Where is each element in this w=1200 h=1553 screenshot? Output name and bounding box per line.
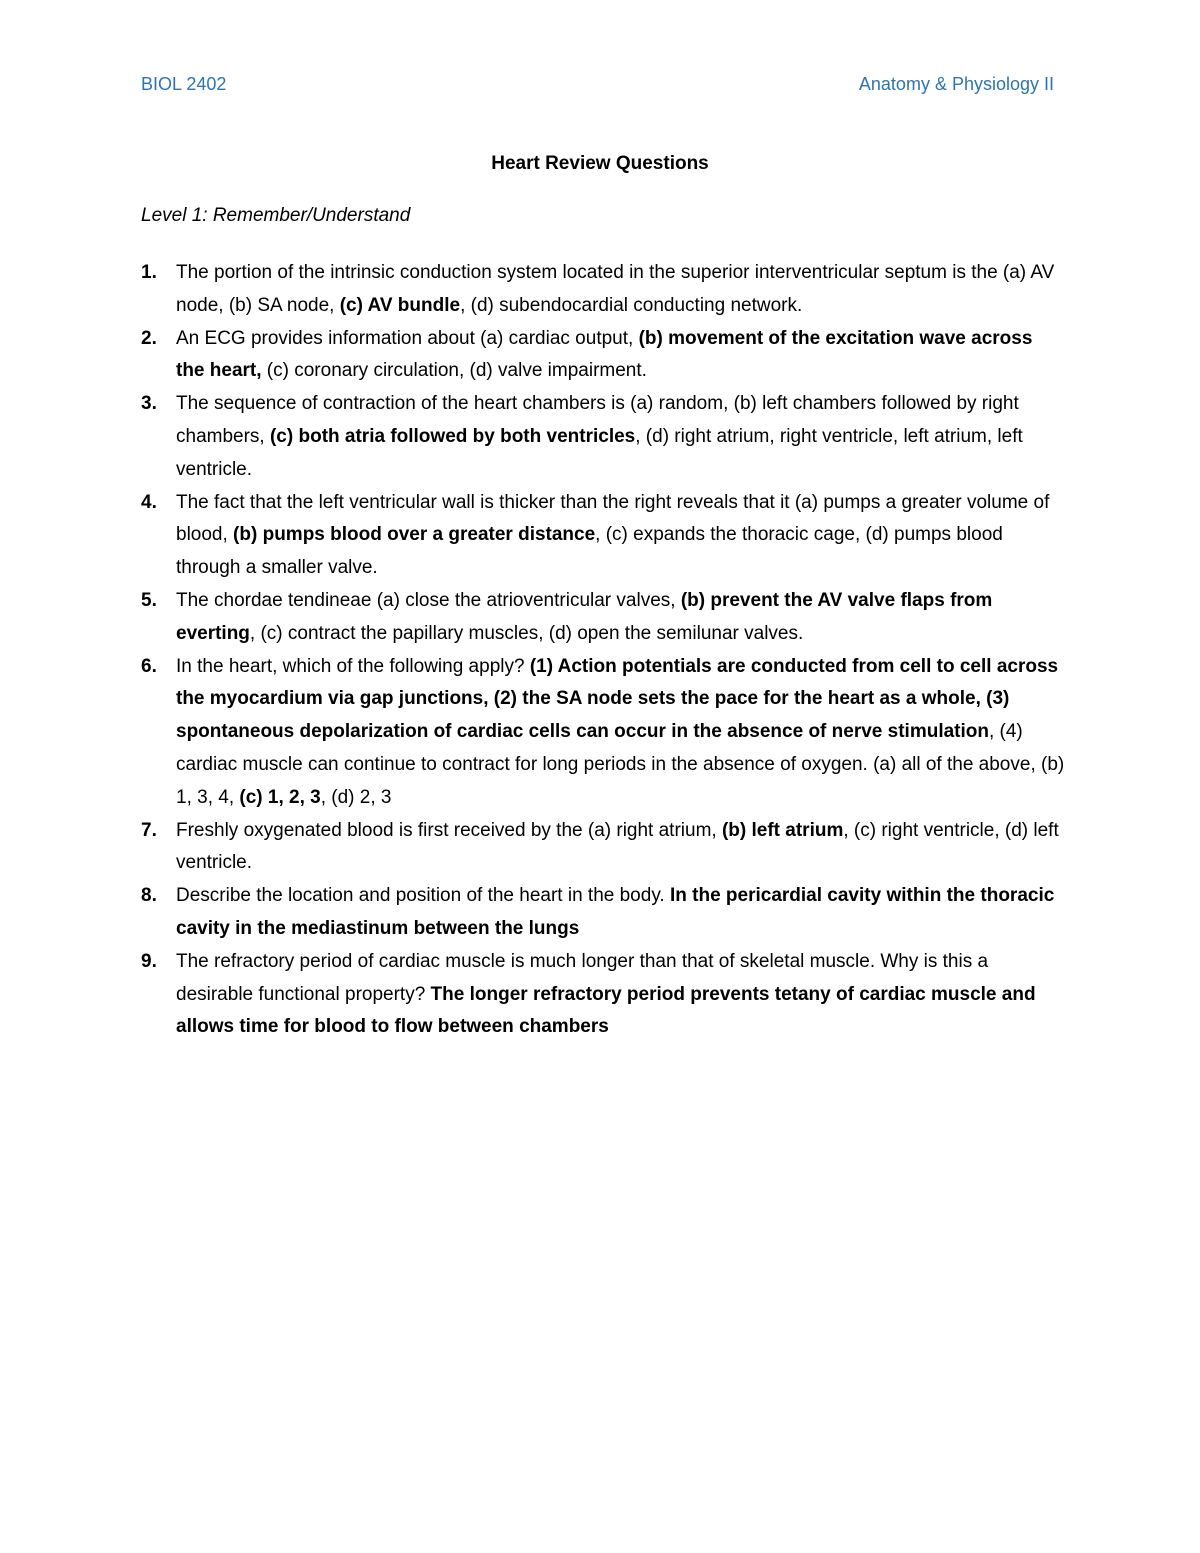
answer-text: (c) AV bundle [339,294,461,316]
question-item-6 [141,651,1066,815]
question-item-3 [141,388,1066,486]
question-item-4 [141,487,1066,585]
question-text: The portion of the intrinsic conduction system located in the superior interventricular septum is the (a) AV node, (b) SA node, [176,262,1055,316]
question-text: , (c) right ventricle, (d) left ventricle. [176,819,1059,874]
question-item-8 [141,880,1066,946]
question-number: 4. [141,491,157,513]
answer-text: (b) prevent the AV valve flaps from everting [176,589,993,644]
question-text: The fact that the left ventricular wall is thicker than the right reveals that it (a) pumps a greater volume of blood, [176,491,1050,546]
answer-text: In the pericardial cavity within the thoracic cavity in the mediastinum between the lungs [176,885,1055,939]
question-number: 5. [141,589,157,611]
answer-text: (c) 1, 2, 3 [239,786,321,808]
answer-text: The longer refractory period prevents tetany of cardiac muscle and allows time for blood to flow between chambers [176,983,1036,1038]
question-number: 8. [141,885,157,907]
answer-text: (b) pumps blood over a greater distance [233,524,596,546]
answer-text: (c) both atria followed by both ventricles [269,425,636,447]
question-text: The sequence of contraction of the heart chambers is (a) random, (b) left chambers followed by right chambers, [176,393,1019,447]
question-text: Describe the location and position of the heart in the body. [176,885,670,907]
question-text: , (d) right atrium, right ventricle, left atrium, left ventricle. [176,425,1023,480]
question-number: 1. [141,262,157,283]
course-name: Anatomy & Physiology II [858,74,1054,94]
answer-text: (b) movement of the excitation wave across the heart, [176,327,1033,382]
level-heading: Level 1: Remember/Understand [141,205,411,226]
question-text: The refractory period of cardiac muscle is much longer than that of skeletal muscle. Why is this a desirable functional property? [176,950,989,1005]
question-item-7 [141,815,1066,881]
question-text: , (d) 2, 3 [320,786,392,808]
question-item-5 [141,585,1066,651]
question-text: The chordae tendineae (a) close the atrioventricular valves, [176,589,681,611]
page-header [141,74,1054,100]
question-text: An ECG provides information about (a) cardiac output, [176,327,639,349]
question-item-2 [141,323,1066,389]
question-item-9 [141,946,1066,1044]
question-text: , (4) cardiac muscle can continue to contract for long periods in the absence of oxygen. (a) all of the above, (b) 1, 3, 4, [176,721,1065,808]
question-text: , (c) contract the papillary muscles, (d) open the semilunar valves. [249,622,804,644]
question-number: 3. [141,393,157,415]
answer-text: (b) left atrium [721,819,844,841]
question-text: , (d) subendocardial conducting network. [460,294,803,316]
question-number: 2. [141,327,157,349]
question-text: In the heart, which of the following apply? [176,655,530,677]
question-number: 7. [141,819,157,841]
course-code: BIOL 2402 [141,74,227,94]
question-text: Freshly oxygenated blood is first received by the (a) right atrium, [176,819,722,841]
question-number: 6. [141,655,157,677]
question-list [141,257,1066,1044]
question-text: , (c) expands the thoracic cage, (d) pumps blood through a smaller valve. [176,524,1003,579]
question-number: 9. [141,950,157,972]
question-text: (c) coronary circulation, (d) valve impairment. [261,360,647,382]
document-title: Heart Review Questions [491,153,709,174]
answer-text: (1) Action potentials are conducted from cell to cell across the myocardium via gap junctions, (2) the SA node sets the pace for the heart as a whole, (3) spontaneous depolarization of cardiac cells can occur in the absence of nerve stimulation [176,655,1059,743]
question-item-1 [141,257,1066,323]
